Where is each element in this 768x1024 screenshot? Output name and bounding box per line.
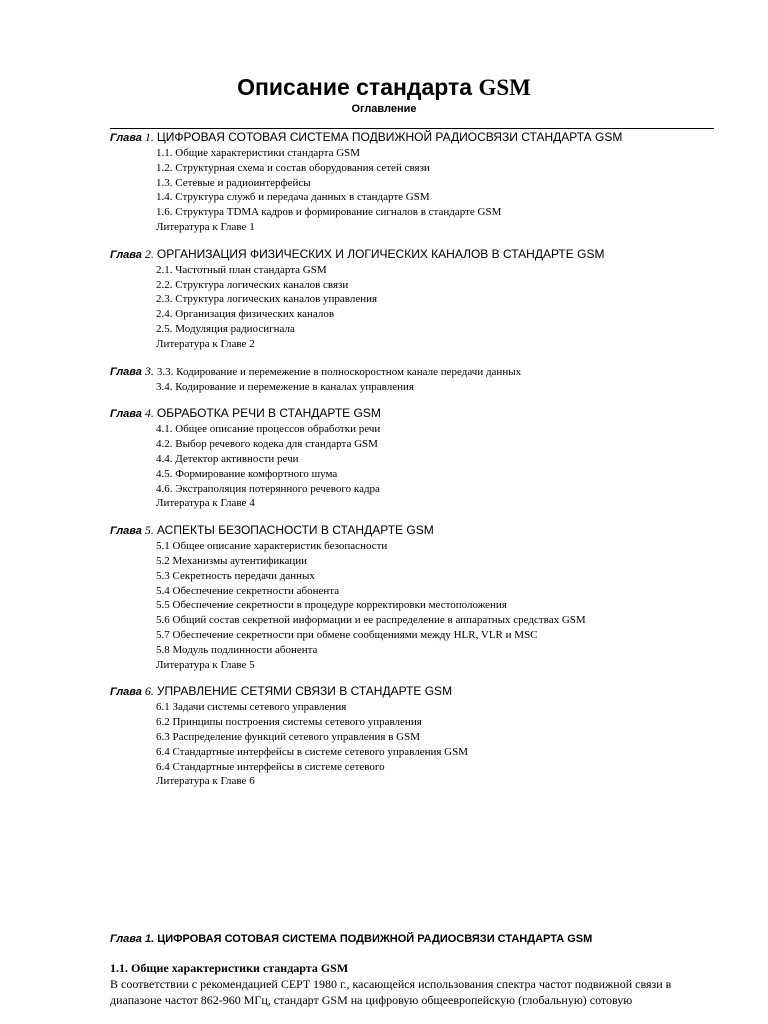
toc-chapter-heading[interactable]	[110, 523, 750, 539]
toc-item[interactable]: Литература к Главе 4	[156, 497, 255, 510]
toc-item-list	[110, 380, 750, 395]
table-of-contents	[110, 130, 750, 801]
chapter-label: Глава	[110, 132, 142, 144]
chapter-title: УПРАВЛЕНИЕ СЕТЯМИ СВЯЗИ В СТАНДАРТЕ GSM	[156, 684, 453, 699]
chapter-heading	[110, 933, 730, 945]
chapter-number: 5.	[144, 523, 154, 538]
chapter-label: Глава	[110, 686, 142, 699]
chapter-title: ЦИФРОВАЯ СОТОВАЯ СИСТЕМА ПОДВИЖНОЙ РАДИОСВЯЗИ СТАНДАРТА GSM	[157, 933, 593, 945]
section-heading: 1.1. Общие характеристики стандарта GSM	[110, 961, 349, 975]
toc-item[interactable]: Литература к Главе 6	[156, 775, 255, 788]
toc-item[interactable]: 4.2. Выбор речевого кодека для стандарта GSM	[156, 438, 378, 451]
chapter-number: 3.	[144, 363, 154, 378]
toc-item[interactable]: 6.1 Задачи системы сетевого управления	[156, 701, 347, 714]
toc-item[interactable]: 5.4 Обеспечение секретности абонента	[156, 584, 340, 597]
divider	[110, 128, 714, 129]
toc-chapter-heading[interactable]	[110, 364, 750, 380]
toc-item[interactable]: 5.3 Секретность передачи данных	[156, 569, 315, 582]
toc-item[interactable]: 2.3. Структура логических каналов управления	[156, 293, 378, 306]
chapter-number: 1.	[144, 130, 154, 144]
toc-item[interactable]: 4.6. Экстраполяция потерянного речевого кадра	[156, 482, 380, 495]
chapter-number: 2.	[144, 246, 154, 261]
toc-item[interactable]: 5.6 Общий состав секретной информации и ее распределение в аппаратных средствах GSM	[156, 614, 586, 627]
toc-chapter-heading[interactable]	[110, 130, 750, 146]
chapter-label: Глава	[110, 525, 142, 538]
toc-item-list	[110, 263, 750, 352]
chapter-title: ОРГАНИЗАЦИЯ ФИЗИЧЕСКИХ И ЛОГИЧЕСКИХ КАНАЛОВ В СТАНДАРТЕ GSM	[156, 246, 605, 261]
toc-item-list	[110, 146, 750, 235]
toc-item[interactable]: 6.4 Стандартные интерфейсы в системе сетевого	[156, 760, 385, 773]
toc-item[interactable]: 1.4. Структура служб и передача данных в стандарте GSM	[156, 191, 430, 204]
toc-item[interactable]: 3.4. Кодирование и перемежение в каналах управления	[156, 380, 414, 393]
chapter-number: 6.	[144, 684, 154, 699]
toc-item[interactable]: 5.8 Модуль подлинности абонента	[156, 643, 318, 656]
toc-chapter-4	[110, 406, 750, 511]
toc-item[interactable]: 4.4. Детектор активности речи	[156, 452, 299, 465]
toc-item[interactable]: 5.1 Общее описание характеристик безопасности	[156, 540, 388, 553]
toc-item[interactable]: 1.3. Сетевые и радиоинтерфейсы	[156, 176, 311, 189]
toc-item[interactable]: 2.5. Модуляция радиосигнала	[156, 322, 295, 335]
toc-chapter-2	[110, 247, 750, 352]
toc-heading: Оглавление	[351, 103, 417, 115]
toc-item[interactable]: Литература к Главе 2	[156, 337, 255, 350]
toc-item-list	[110, 700, 750, 789]
chapter-title: 3.3. Кодирование и перемежение в полноскоростном канале передачи данных	[156, 365, 522, 378]
toc-chapter-5	[110, 523, 750, 672]
toc-chapter-heading[interactable]	[110, 684, 750, 700]
toc-item[interactable]: 1.6. Структура TDMA кадров и формирование сигналов в стандарте GSM	[156, 206, 502, 219]
chapter-title: ЦИФРОВАЯ СОТОВАЯ СИСТЕМА ПОДВИЖНОЙ РАДИОСВЯЗИ СТАНДАРТА GSM	[156, 130, 623, 144]
toc-item[interactable]: 1.2. Структурная схема и состав оборудования сетей связи	[156, 161, 430, 174]
toc-item[interactable]: 6.4 Стандартные интерфейсы в системе сетевого управления GSM	[156, 745, 469, 758]
chapter-body	[110, 933, 730, 1008]
toc-item[interactable]: 2.4. Организация физических каналов	[156, 308, 335, 321]
toc-item[interactable]: Литература к Главе 1	[156, 220, 255, 233]
toc-item-list	[110, 422, 750, 511]
title-text: Описание стандарта	[237, 74, 473, 100]
toc-item[interactable]: 2.2. Структура логических каналов связи	[156, 278, 349, 291]
chapter-title: АСПЕКТЫ БЕЗОПАСНОСТИ В СТАНДАРТЕ GSM	[156, 523, 434, 538]
toc-chapter-3	[110, 364, 750, 395]
chapter-label: Глава 1.	[110, 933, 155, 945]
toc-chapter-1	[110, 130, 750, 235]
toc-item[interactable]: 4.5. Формирование комфортного шума	[156, 467, 338, 480]
title-gsm: GSM	[478, 75, 531, 100]
toc-chapter-heading[interactable]	[110, 406, 750, 422]
toc-item[interactable]: 6.2 Принципы построения системы сетевого управления	[156, 716, 422, 729]
chapter-number: 4.	[144, 406, 154, 421]
toc-item-list	[110, 539, 750, 672]
toc-item[interactable]: 5.2 Механизмы аутентификации	[156, 554, 308, 567]
toc-item[interactable]: 1.1. Общие характеристики стандарта GSM	[156, 147, 361, 159]
toc-item[interactable]: 5.7 Обеспечение секретности при обмене сообщениями между HLR, VLR и MSC	[156, 628, 538, 641]
toc-chapter-6	[110, 684, 750, 789]
toc-item[interactable]: 6.3 Распределение функций сетевого управления в GSM	[156, 730, 421, 743]
toc-item[interactable]: 4.1. Общее описание процессов обработки речи	[156, 423, 381, 436]
toc-item[interactable]: 5.5 Обеспечение секретности в процедуре корректировки местоположения	[156, 599, 507, 612]
chapter-label: Глава	[110, 365, 142, 378]
chapter-label: Глава	[110, 408, 142, 421]
chapter-title: ОБРАБОТКА РЕЧИ В СТАНДАРТЕ GSM	[156, 406, 381, 421]
document-title	[0, 74, 768, 101]
toc-chapter-heading[interactable]	[110, 247, 750, 263]
toc-item[interactable]: Литература к Главе 5	[156, 658, 255, 671]
body-paragraph: В соответствии с рекомендацией CEPT 1980 г., касающейся использования спектра частот подвижной связи в диапазоне частот 862-960 МГц, стандарт GSM на цифровую общеевропейскую (глобальную) сотовую	[110, 977, 672, 1007]
chapter-label: Глава	[110, 248, 142, 261]
toc-item[interactable]: 2.1. Частотный план стандарта GSM	[156, 263, 327, 276]
